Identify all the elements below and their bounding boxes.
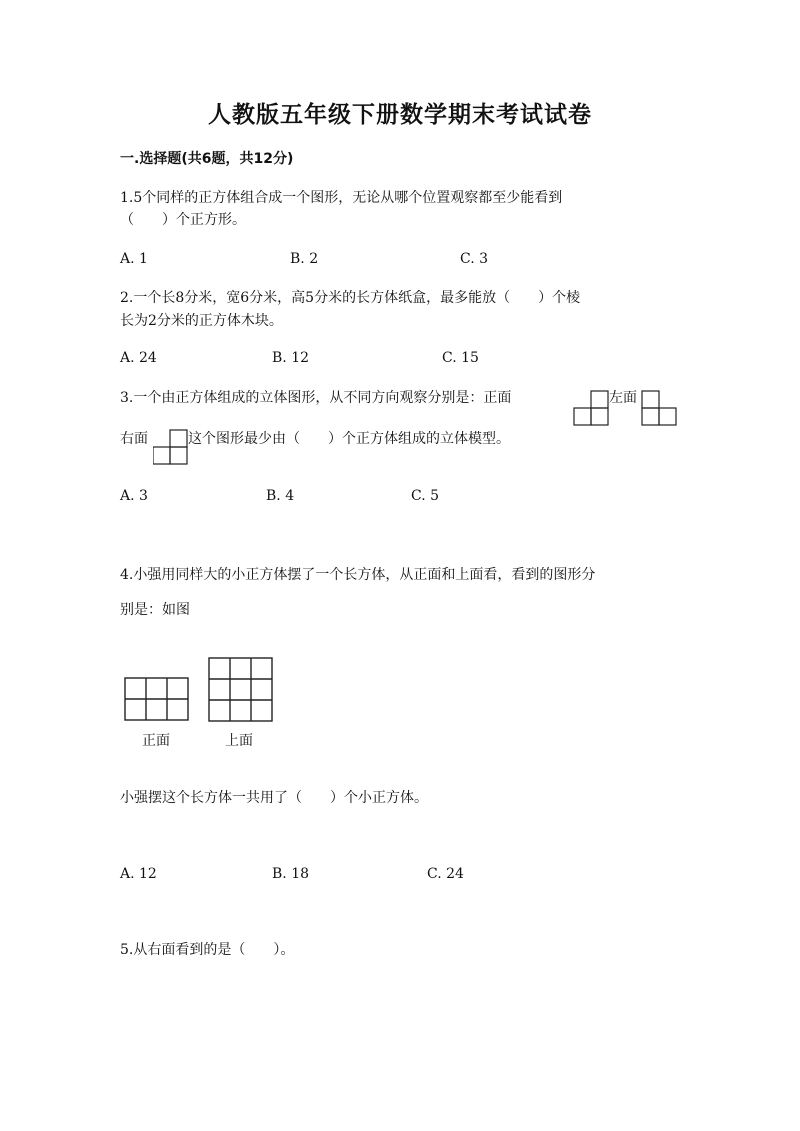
q2-text-line1: 2.一个长8分米，宽6分米，高5分米的长方体纸盒，最多能放（ ）个棱	[120, 290, 581, 306]
q4-text-line2: 别是：如图	[120, 602, 190, 618]
q4-front-label: 正面	[142, 733, 170, 749]
q4-text-line3: 小强摆这个长方体一共用了（ ）个小正方体。	[120, 790, 428, 806]
q3-text-line1a: 3.一个由正方体组成的立体图形，从不同方向观察分别是：正面	[120, 390, 512, 406]
q3-front-view-figure	[572, 388, 612, 426]
q5-text-line1: 5.从右面看到的是（ ）。	[120, 942, 295, 958]
q1-option-c: C. 3	[460, 251, 489, 267]
page-title: 人教版五年级下册数学期末考试试卷	[208, 102, 592, 128]
q3-left-view-figure	[640, 388, 680, 426]
q4-top-label: 上面	[225, 733, 253, 749]
q3-option-a: A. 3	[120, 488, 148, 504]
q4-top-view-grid	[207, 656, 275, 724]
q1-text-line1: 1.5个同样的正方体组合成一个图形，无论从哪个位置观察都至少能看到	[120, 190, 563, 206]
q3-option-b: B. 4	[266, 488, 295, 504]
q4-option-a: A. 12	[120, 866, 157, 882]
q3-text-line1b: 左面	[609, 390, 637, 406]
q2-option-c: C. 15	[442, 350, 479, 366]
q3-option-c: C. 5	[411, 488, 440, 504]
q4-option-b: B. 18	[272, 866, 310, 882]
q1-option-b: B. 2	[290, 251, 319, 267]
q4-text-line1: 4.小强用同样大的小正方体摆了一个长方体，从正面和上面看，看到的图形分	[120, 567, 596, 583]
q3-right-view-figure	[153, 428, 191, 466]
q3-text-line2a: 右面	[120, 431, 148, 447]
q1-text-line2: （ ）个正方形。	[120, 212, 246, 228]
q2-option-a: A. 24	[120, 350, 157, 366]
q1-option-a: A. 1	[120, 251, 148, 267]
q2-text-line2: 长为2分米的正方体木块。	[120, 313, 283, 329]
q4-option-c: C. 24	[427, 866, 464, 882]
section-heading: 一.选择题(共6题，共12分)	[120, 151, 294, 167]
q4-front-view-grid	[123, 676, 191, 722]
q3-text-line2b: 这个图形最少由（ ）个正方体组成的立体模型。	[188, 431, 510, 447]
q2-option-b: B. 12	[272, 350, 310, 366]
